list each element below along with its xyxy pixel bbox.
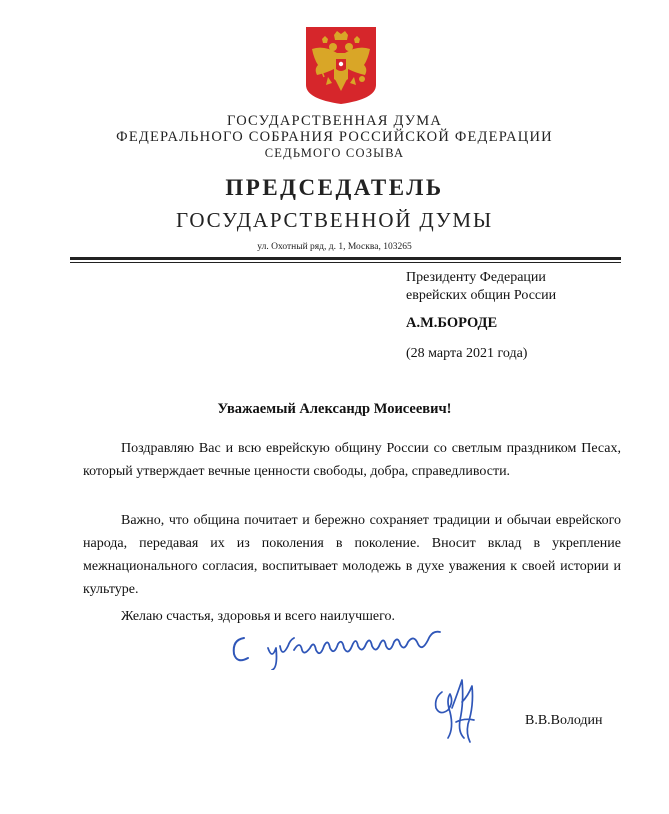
letterhead-address: ул. Охотный ряд, д. 1, Москва, 103265	[257, 242, 412, 252]
recipient-name: А.М.БОРОДЕ	[406, 315, 498, 331]
letterhead-divider-thick	[70, 257, 621, 260]
body-paragraph-2: Важно, что община почитает и бережно сохраняет традиции и обычаи еврейского народа, передавая их из поколения в поколение. Вносит вклад в укрепление межнационального согласия, воспитывает молодежь в духе уважения к своей истории и культуре.	[83, 513, 621, 597]
handwritten-closing	[228, 620, 443, 670]
convocation: СЕДЬМОГО СОЗЫВА	[264, 146, 405, 160]
recipient-title-line2: еврейских общин России	[406, 288, 557, 303]
letterhead-title: ПРЕДСЕДАТЕЛЬ	[225, 175, 444, 200]
russian-coat-of-arms-icon	[304, 25, 378, 105]
recipient-title-line1: Президенту Федерации	[406, 270, 546, 285]
salutation: Уважаемый Александр Моисеевич!	[217, 401, 452, 417]
letter-date: (28 марта 2021 года)	[406, 346, 528, 361]
signature	[428, 672, 483, 744]
letterhead-divider-thin	[70, 262, 621, 263]
body-paragraph-1: Поздравляю Вас и всю еврейскую общину России со светлым праздником Песах, который утверждает вечные ценности свободы, добра, справедливости.	[83, 441, 621, 479]
org-name-line2: ФЕДЕРАЛЬНОГО СОБРАНИЯ РОССИЙСКОЙ ФЕДЕРАЦИИ	[116, 129, 553, 145]
body-paragraph-3: Желаю счастья, здоровья и всего наилучшего.	[121, 609, 396, 624]
letterhead-subtitle: ГОСУДАРСТВЕННОЙ ДУМЫ	[176, 208, 493, 232]
signer-name: В.В.Володин	[525, 713, 603, 728]
org-name-line1: ГОСУДАРСТВЕННАЯ ДУМА	[226, 113, 443, 129]
